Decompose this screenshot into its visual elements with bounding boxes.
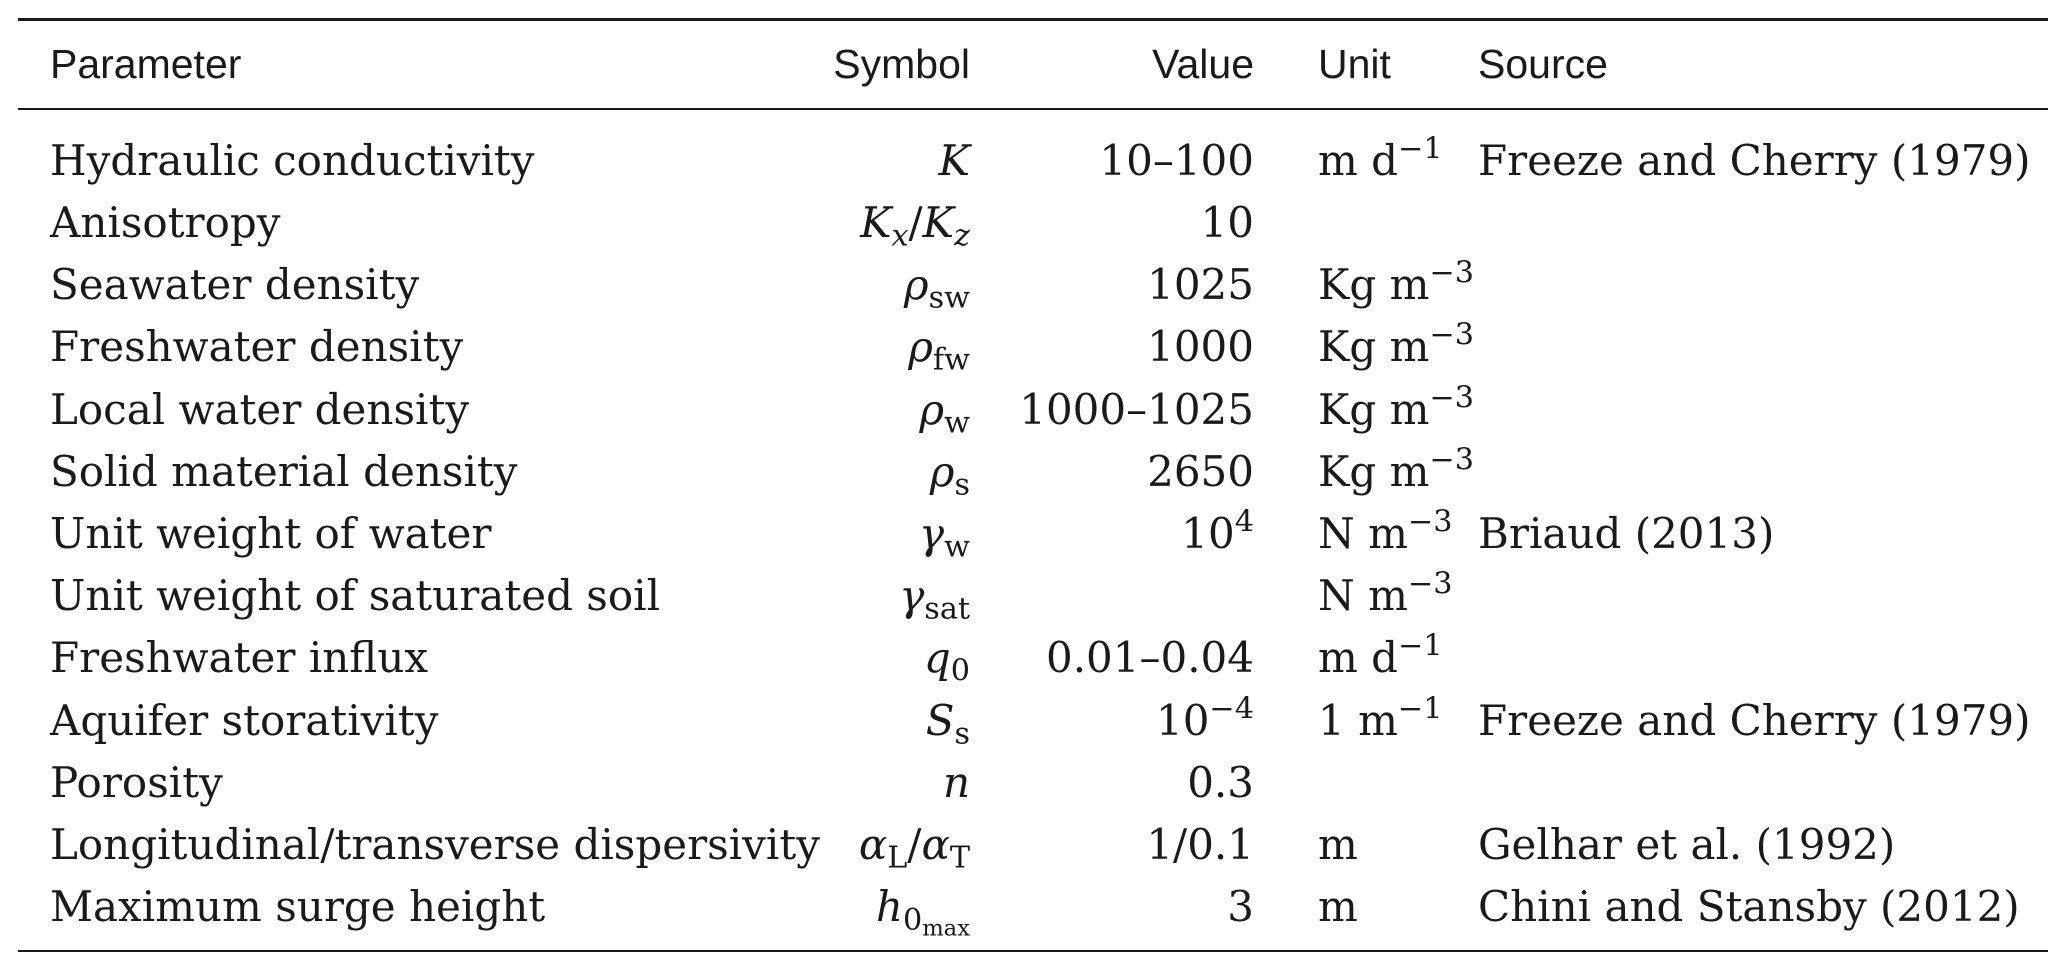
table-row — [18, 751, 2048, 813]
cell-source — [1478, 565, 2048, 627]
unit-base: Kg m — [1318, 322, 1430, 372]
cell-unit — [1254, 627, 1478, 689]
symbol-base: h — [875, 882, 903, 932]
table-row — [18, 110, 2048, 192]
table-row — [18, 254, 2048, 316]
cell-parameter: Aquifer storativity — [50, 695, 439, 745]
unit-base: m — [1318, 882, 1358, 932]
cell-source: Briaud (2013) — [1478, 509, 1775, 559]
table-header — [18, 21, 2048, 108]
unit-base: m — [1318, 819, 1358, 869]
cell-parameter: Porosity — [50, 757, 223, 807]
cell-value: 1025 — [1147, 260, 1254, 310]
parameter-table-body — [18, 110, 2048, 950]
table-row — [18, 192, 2048, 254]
table-row — [18, 627, 2048, 689]
symbol-base: γ — [899, 571, 925, 621]
cell-source — [1478, 254, 2048, 316]
cell-parameter: Anisotropy — [50, 198, 281, 248]
symbol-sub: L — [887, 840, 908, 876]
unit-exponent: −1 — [1397, 690, 1443, 726]
unit-base: N m — [1318, 571, 1408, 621]
cell-value: 1000–1025 — [1019, 384, 1254, 434]
unit-exponent: −3 — [1407, 566, 1453, 602]
symbol-base: ρ — [919, 384, 945, 434]
cell-value — [970, 689, 1254, 751]
cell-source — [1478, 316, 2048, 378]
cell-unit — [1254, 110, 1478, 192]
symbol-base: n — [942, 757, 970, 807]
cell-value: 1/0.1 — [1146, 819, 1254, 869]
cell-source — [1478, 440, 2048, 502]
symbol-sub: sat — [924, 591, 970, 627]
value-exponent: −4 — [1209, 690, 1254, 726]
cell-source — [1478, 192, 2048, 254]
symbol-part: K — [922, 198, 955, 248]
symbol-sub-main: 0 — [902, 902, 923, 938]
symbol-sub: x — [891, 218, 909, 254]
cell-value: 1000 — [1147, 322, 1254, 372]
cell-parameter: Hydraulic conductivity — [50, 136, 535, 185]
table-row — [18, 502, 2048, 564]
unit-exponent: −1 — [1398, 628, 1443, 664]
table-row — [18, 316, 2048, 378]
parameter-table-container — [18, 18, 2048, 952]
cell-source: Gelhar et al. (1992) — [1478, 819, 1896, 869]
cell-symbol — [810, 192, 970, 254]
unit-base: Kg m — [1318, 260, 1430, 310]
symbol-sub: fw — [932, 342, 970, 378]
cell-symbol — [810, 876, 970, 950]
header-symbol: Symbol — [833, 40, 970, 87]
cell-unit — [1254, 502, 1478, 564]
header-unit: Unit — [1318, 40, 1391, 87]
unit-base: m d — [1318, 136, 1399, 185]
parameter-table — [18, 21, 2048, 108]
cell-unit — [1254, 378, 1478, 440]
cell-value: 2650 — [1147, 446, 1254, 496]
unit-base: Kg m — [1318, 446, 1430, 496]
unit-base: 1 m — [1318, 695, 1398, 745]
symbol-sub: w — [944, 529, 970, 565]
cell-parameter: Solid material density — [50, 446, 518, 496]
cell-source: Freeze and Cherry (1979) — [1478, 136, 2031, 185]
cell-unit — [1254, 565, 1478, 627]
cell-source: Chini and Stansby (2012) — [1478, 882, 2020, 932]
symbol-sub: s — [954, 716, 970, 752]
cell-unit — [1254, 440, 1478, 502]
cell-value: 0.3 — [1187, 757, 1254, 807]
cell-parameter: Freshwater influx — [50, 633, 429, 683]
unit-base: N m — [1318, 509, 1408, 559]
table-row — [18, 378, 2048, 440]
unit-exponent: −3 — [1407, 504, 1453, 540]
cell-symbol — [810, 751, 970, 813]
cell-symbol — [810, 565, 970, 627]
cell-parameter: Unit weight of saturated soil — [50, 571, 661, 621]
cell-unit — [1254, 254, 1478, 316]
cell-value: 10–100 — [1099, 136, 1254, 185]
table-body — [18, 110, 2048, 950]
cell-parameter: Local water density — [50, 384, 470, 434]
cell-unit — [1254, 192, 1478, 254]
symbol-base: γ — [919, 509, 945, 559]
cell-unit — [1254, 813, 1478, 875]
cell-symbol — [810, 378, 970, 440]
table-row — [18, 440, 2048, 502]
cell-unit — [1254, 316, 1478, 378]
symbol-sub: sw — [928, 280, 970, 316]
symbol-sub: 0 — [950, 653, 970, 689]
cell-symbol — [810, 627, 970, 689]
unit-exponent: −3 — [1429, 442, 1475, 478]
cell-source — [1478, 378, 2048, 440]
cell-symbol — [810, 110, 970, 192]
cell-value: 0.01–0.04 — [1045, 633, 1254, 683]
symbol-base: ρ — [908, 322, 933, 372]
symbol-base: q — [923, 633, 951, 683]
cell-symbol — [810, 254, 970, 316]
unit-exponent: −3 — [1429, 317, 1475, 353]
symbol-part: K — [860, 198, 892, 248]
cell-value — [970, 502, 1254, 564]
symbol-slash: / — [908, 198, 923, 248]
cell-symbol — [810, 316, 970, 378]
symbol-base: S — [925, 695, 955, 745]
cell-symbol — [810, 689, 970, 751]
cell-source — [1478, 627, 2048, 689]
symbol-sub: T — [949, 840, 970, 876]
symbol-slash: / — [907, 819, 922, 869]
cell-parameter: Maximum surge height — [50, 882, 546, 932]
cell-parameter: Freshwater density — [50, 322, 464, 372]
value-exponent: 4 — [1234, 504, 1254, 540]
bottom-rule — [18, 950, 2048, 953]
value-base: 10 — [1181, 509, 1235, 559]
unit-exponent: −3 — [1429, 380, 1475, 416]
symbol-sub: s — [954, 467, 970, 503]
value-base: 10 — [1155, 695, 1210, 745]
header-value: Value — [1152, 40, 1254, 87]
table-row — [18, 689, 2048, 751]
symbol-base: ρ — [903, 260, 929, 310]
cell-symbol — [810, 813, 970, 875]
unit-exponent: −1 — [1398, 131, 1443, 167]
cell-unit — [1254, 751, 1478, 813]
table-row — [18, 813, 2048, 875]
unit-exponent: −3 — [1429, 255, 1475, 291]
cell-parameter: Longitudinal/transverse dispersivity — [50, 819, 820, 869]
cell-symbol — [810, 502, 970, 564]
cell-value — [970, 565, 1254, 627]
cell-unit — [1254, 876, 1478, 950]
cell-parameter: Seawater density — [50, 260, 420, 310]
symbol-sub — [902, 902, 970, 942]
unit-base: Kg m — [1318, 384, 1430, 434]
header-parameter: Parameter — [50, 40, 242, 87]
cell-value: 3 — [1227, 882, 1254, 932]
table-row — [18, 565, 2048, 627]
symbol-part: α — [858, 819, 888, 869]
unit-base: m d — [1318, 633, 1399, 683]
symbol-sub: w — [944, 405, 970, 441]
cell-symbol — [810, 440, 970, 502]
symbol-text: K — [938, 136, 970, 185]
cell-unit — [1254, 689, 1478, 751]
header-source: Source — [1478, 40, 1608, 87]
cell-source — [1478, 751, 2048, 813]
symbol-base: ρ — [929, 446, 955, 496]
symbol-part: α — [921, 819, 950, 869]
table-row — [18, 876, 2048, 950]
cell-value: 10 — [1200, 198, 1254, 248]
cell-source: Freeze and Cherry (1979) — [1478, 695, 2031, 745]
header-row — [18, 21, 2048, 108]
symbol-subsub: max — [922, 915, 970, 942]
symbol-sub: z — [954, 218, 970, 254]
cell-parameter: Unit weight of water — [50, 509, 492, 559]
